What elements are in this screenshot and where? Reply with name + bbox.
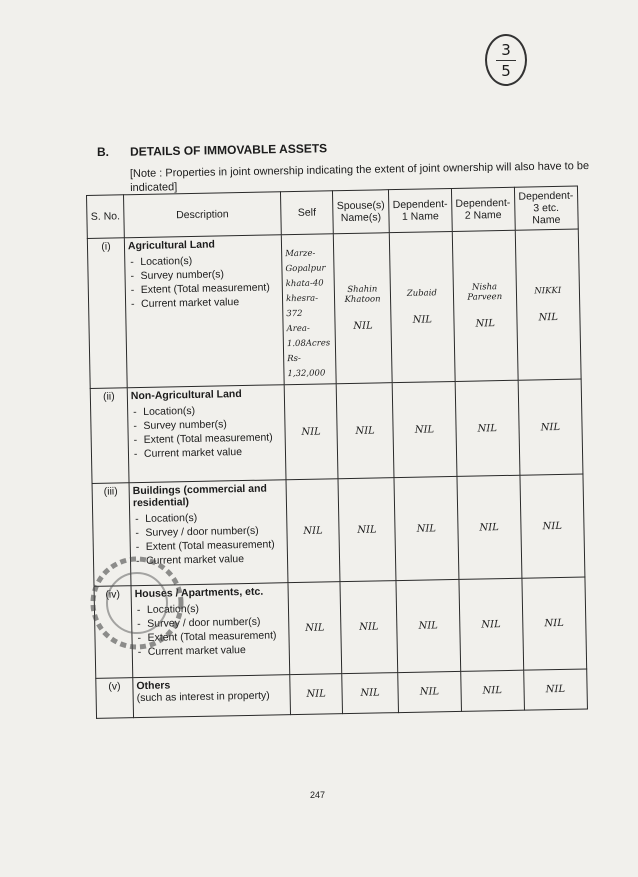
spouse-name: Shahin Khatoon	[344, 284, 381, 306]
header-dependent-2: Dependent-2 Name	[451, 187, 515, 231]
row-category: Non-Agricultural Land	[130, 388, 242, 403]
row-sno: (iii)	[92, 483, 131, 587]
list-item: - Current market value	[144, 444, 282, 461]
section-title: DETAILS OF IMMOVABLE ASSETS	[129, 141, 328, 159]
cell-value: NIL	[459, 578, 524, 671]
list-item: - Survey number(s)	[140, 266, 278, 283]
list-item: - Survey number(s)	[143, 416, 281, 433]
cell-value: NIL	[457, 475, 522, 579]
cell-value: NIL	[336, 383, 394, 479]
cell-value: NIL	[455, 380, 520, 476]
section-letter: B.	[97, 145, 109, 159]
header-dependent-1: Dependent-1 Name	[388, 188, 452, 232]
header-self: Self	[280, 191, 333, 235]
dependent-3-name: NIKKI	[534, 285, 562, 297]
list-item: - Extent (Total measurement)	[144, 430, 282, 447]
list-item: - Survey / door number(s)	[147, 614, 285, 631]
header-description: Description	[124, 192, 282, 238]
cell-value: Zubaid NIL	[389, 231, 455, 382]
cell-value: NIL	[288, 582, 342, 675]
cell-value: NIL	[518, 379, 583, 475]
cell-value: NIL	[520, 474, 585, 578]
cell-value: NIL	[523, 669, 587, 710]
row-sno: (v)	[96, 678, 134, 719]
row-category: Others	[136, 679, 171, 693]
page-number-mark	[485, 34, 527, 86]
handwritten-value: Rs-1,32,000	[287, 353, 326, 380]
footer-page-number: 247	[310, 790, 326, 800]
list-item: - Extent (Total measurement)	[147, 628, 285, 645]
row-category: Houses / Apartments, etc.	[134, 585, 264, 601]
cell-value: NIL	[396, 579, 461, 672]
header-dependent-3: Dependent-3 etc. Name	[514, 186, 578, 230]
row-description	[127, 385, 286, 483]
cell-value: NIL	[394, 476, 459, 580]
handwritten-location: Marze-Gopalpur	[285, 248, 326, 275]
cell-value: NIKKI NIL	[515, 229, 581, 380]
list-item: - Current market value	[141, 294, 279, 311]
page-mark-top: 3	[501, 41, 511, 59]
table-row	[96, 669, 588, 718]
dependent-1-name: Zubaid	[406, 288, 437, 299]
cell-value: NIL	[398, 671, 462, 712]
list-item: - Location(s)	[147, 600, 285, 617]
table-row	[90, 379, 583, 483]
row-sno: (ii)	[90, 388, 129, 484]
row-subtext: (such as interest in property)	[136, 689, 270, 705]
cell-value: NIL	[342, 673, 399, 714]
page-mark-bottom: 5	[501, 62, 511, 80]
row-sno: (i)	[87, 238, 127, 389]
cell-value: NIL	[340, 581, 398, 674]
header-sno: S. No.	[87, 195, 125, 239]
cell-value: NIL	[284, 384, 338, 480]
official-seal-stamp	[75, 545, 195, 655]
cell-value: NIL	[461, 670, 525, 711]
table-row	[87, 229, 581, 388]
cell-value: NIL	[392, 381, 457, 477]
list-item: - Extent (Total measurement)	[141, 280, 279, 297]
header-spouse: Spouse(s) Name(s)	[332, 190, 389, 234]
row-description	[124, 235, 284, 388]
row-description	[133, 675, 291, 718]
cell-value: NIL	[338, 478, 396, 582]
section-note: [Note : Properties in joint ownership indicating the extent of joint ownership will also have to be indicated]	[129, 160, 590, 195]
self-handwritten-cell	[281, 234, 336, 385]
cell-value: Shahin Khatoon NIL	[333, 233, 392, 384]
cell-value: Nisha Parveen NIL	[452, 230, 518, 381]
cell-value: NIL	[290, 674, 343, 715]
cell-value: NIL	[286, 479, 340, 583]
dependent-2-name: Nisha Parveen	[467, 282, 503, 303]
row-sno: (iv)	[94, 586, 133, 679]
list-item: - Current market value	[146, 551, 284, 568]
row-category: Buildings (commercial and residential)	[132, 482, 267, 510]
row-category: Agricultural Land	[127, 238, 216, 253]
list-item: - Extent (Total measurement)	[146, 537, 284, 554]
list-item: - Survey / door number(s)	[145, 523, 283, 540]
handwritten-extent: Area-1.08Acres	[286, 323, 331, 350]
list-item: - Location(s)	[145, 509, 283, 526]
handwritten-survey: khata-40 khesra-372	[285, 278, 324, 320]
list-item: - Location(s)	[140, 252, 278, 269]
cell-value: NIL	[522, 577, 587, 670]
list-item: - Current market value	[148, 642, 286, 659]
list-item: - Location(s)	[143, 402, 281, 419]
